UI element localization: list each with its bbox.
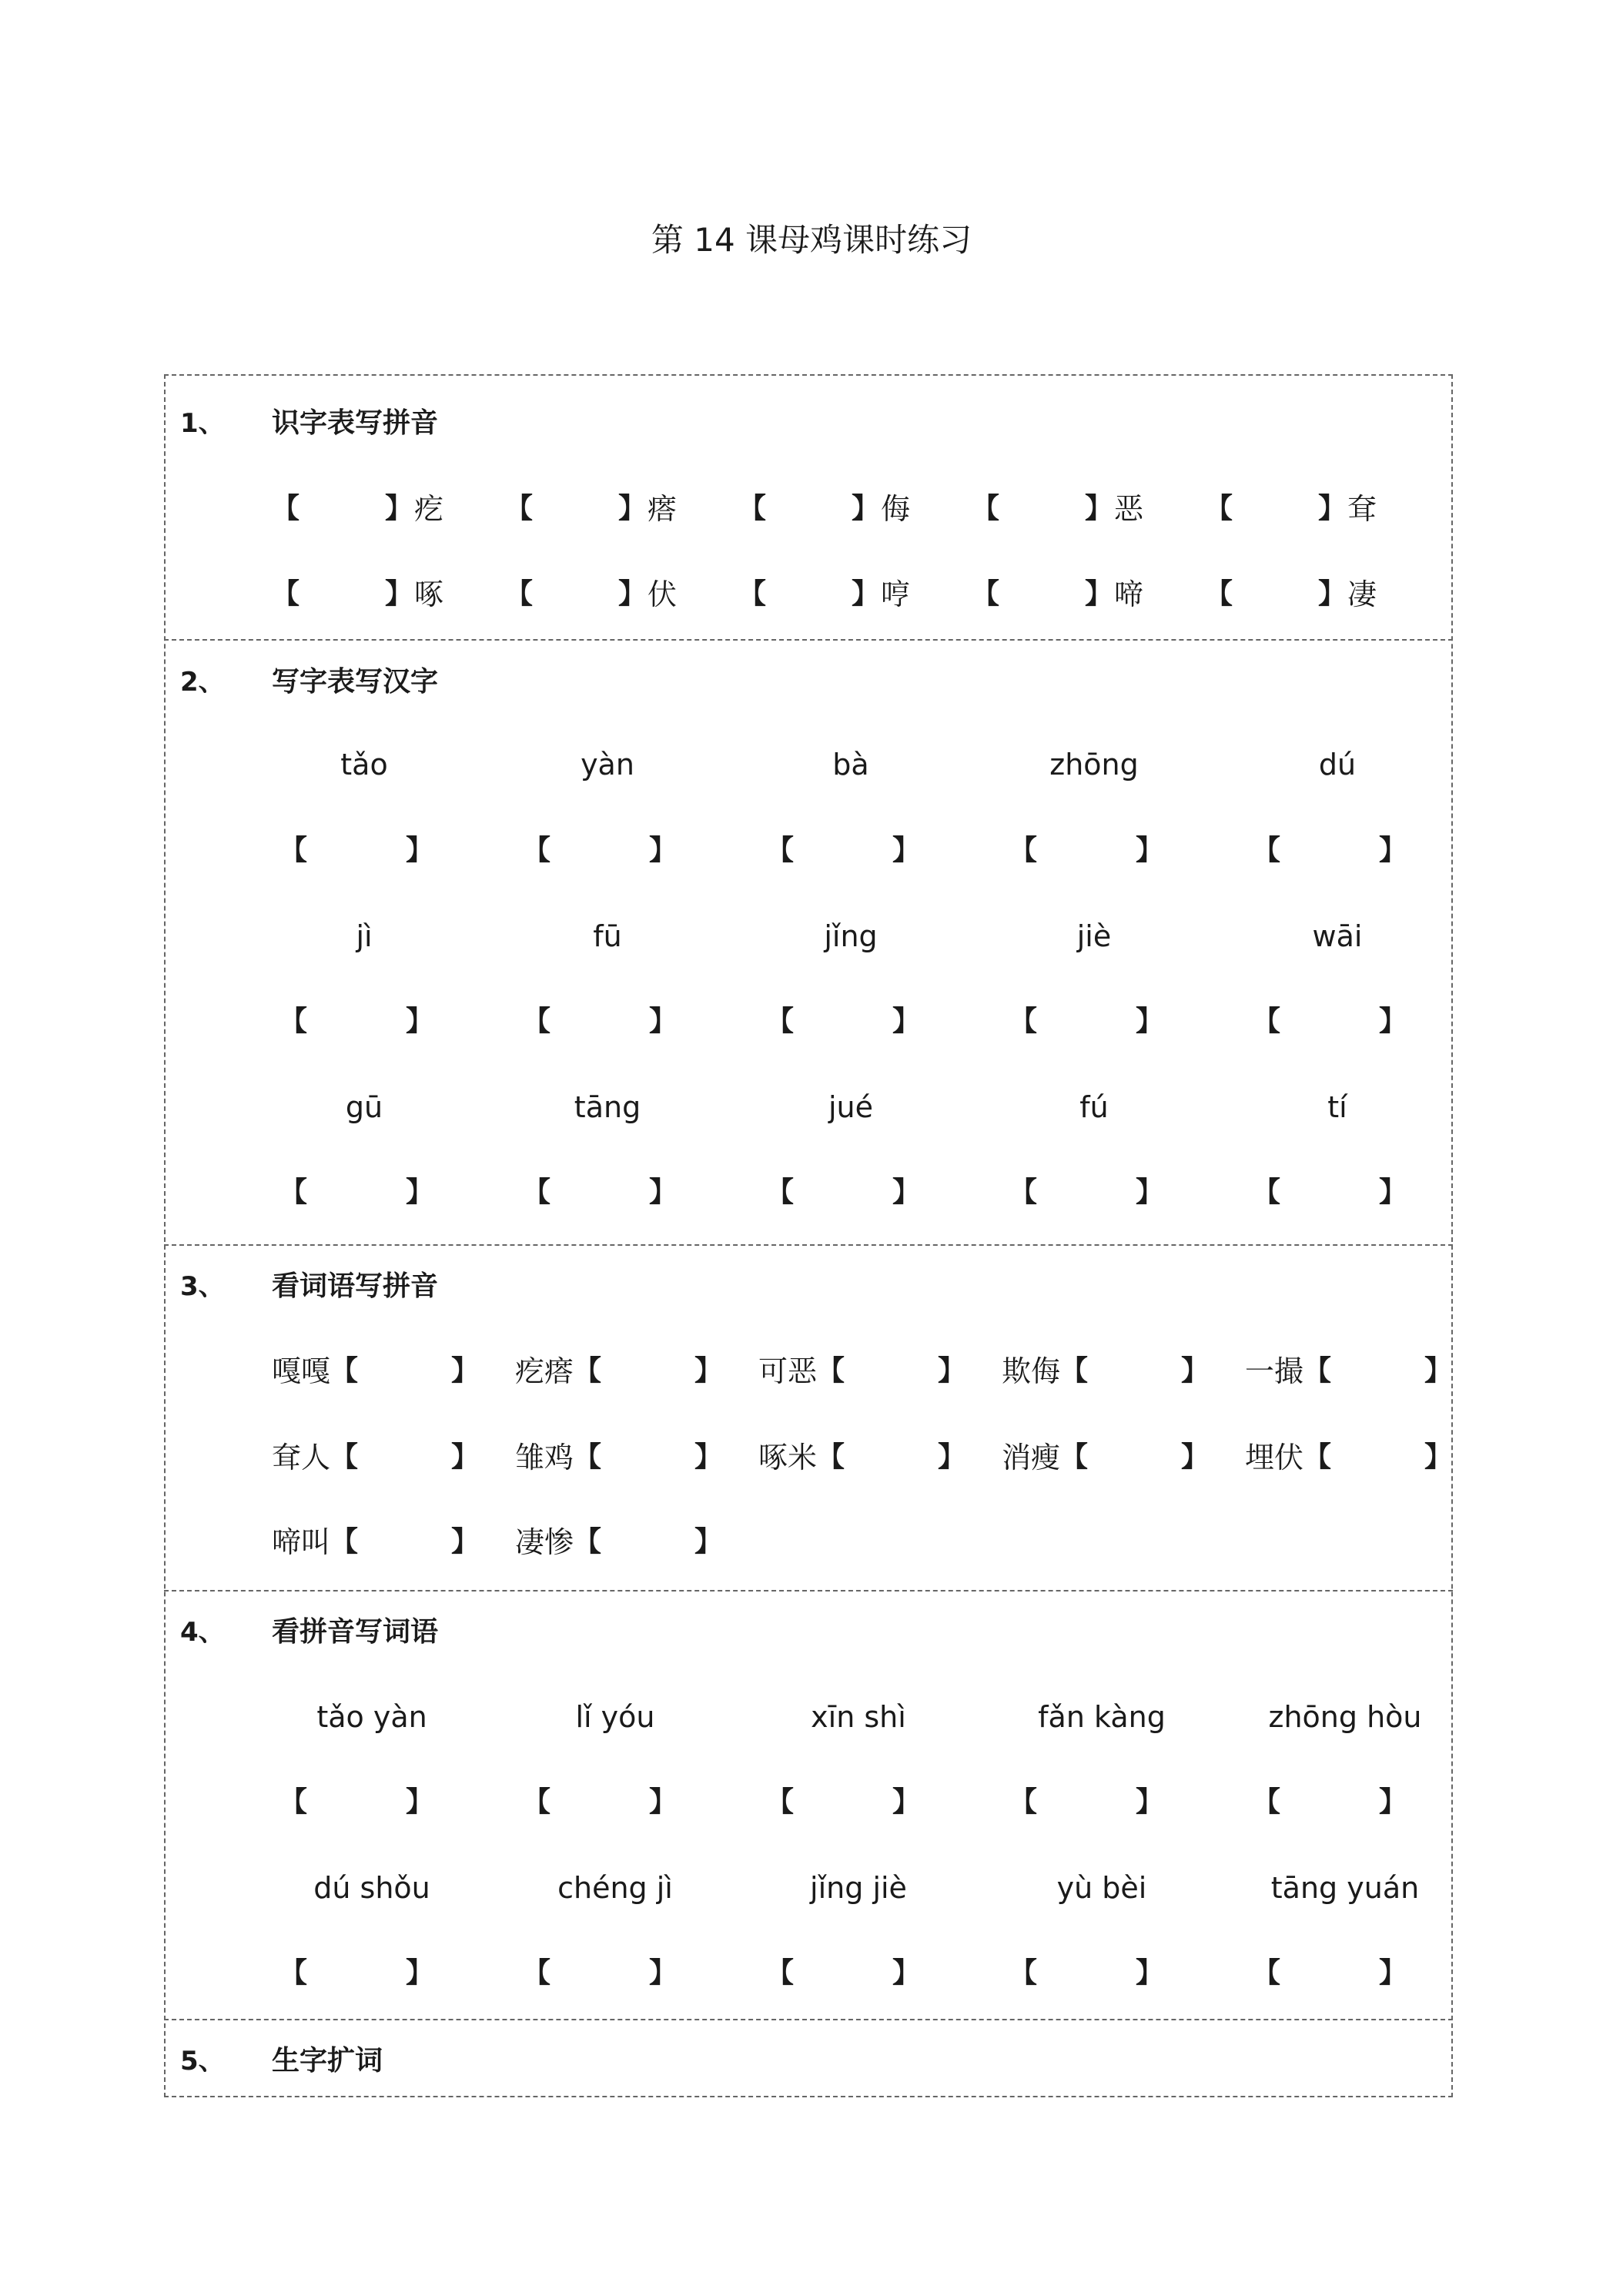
bracket-right: 】 — [1181, 1441, 1210, 1473]
s4-pinyin: chéng jì — [557, 1871, 673, 1905]
s2-pinyin: zhōng — [1049, 748, 1139, 782]
bracket-left: 【 — [272, 578, 300, 610]
answer-blank[interactable] — [523, 1171, 678, 1214]
s4-answer-row — [272, 1781, 1442, 1824]
answer-blank[interactable] — [1253, 1171, 1407, 1214]
bracket-left: 【 — [330, 1355, 359, 1387]
bracket-left: 【 — [1253, 1957, 1281, 1989]
bracket-left: 【 — [1009, 1957, 1038, 1989]
answer-blank[interactable] — [766, 1952, 921, 1995]
answer-blank[interactable] — [766, 1171, 921, 1214]
bracket-right: 】 — [649, 1957, 678, 1989]
s4-pinyin: fǎn kàng — [1038, 1700, 1166, 1734]
s2-pinyin: tí — [1327, 1090, 1347, 1124]
answer-blank[interactable] — [1253, 1781, 1407, 1824]
section-5-title: 生字扩词 — [272, 2045, 383, 2077]
s3-word: 一撮 — [1245, 1354, 1304, 1388]
bracket-left: 【 — [1303, 1441, 1332, 1473]
answer-blank[interactable] — [1009, 1171, 1164, 1214]
s3-row — [272, 1436, 1453, 1479]
bracket-right: 】 — [1379, 1957, 1407, 1989]
s1-character: 啄 — [414, 577, 444, 611]
bracket-right: 】 — [649, 1006, 678, 1037]
bracket-right: 】 — [406, 835, 434, 866]
answer-blank[interactable] — [523, 1781, 678, 1824]
bracket-left: 【 — [279, 1176, 308, 1208]
bracket-right: 】 — [406, 1786, 434, 1818]
section-divider — [164, 2019, 1453, 2020]
bracket-right: 】 — [1085, 493, 1113, 524]
bracket-right: 】 — [406, 1176, 434, 1208]
bracket-right: 】 — [1379, 1786, 1407, 1818]
s4-pinyin: zhōng hòu — [1268, 1700, 1422, 1734]
section-2-number: 2、 — [180, 667, 225, 698]
s3-word: 雏鸡 — [515, 1441, 574, 1474]
answer-blank[interactable] — [766, 829, 921, 872]
bracket-left: 【 — [1253, 1006, 1281, 1037]
s1-character: 恶 — [1114, 492, 1144, 526]
bracket-left: 【 — [817, 1355, 845, 1387]
section-3-title: 看词语写拼音 — [272, 1270, 439, 1302]
section-divider — [164, 639, 1453, 641]
bracket-right: 】 — [649, 835, 678, 866]
s2-pinyin: jǐng — [824, 919, 878, 953]
s3-word: 疙瘩 — [515, 1354, 574, 1388]
bracket-left: 【 — [1009, 1176, 1038, 1208]
bracket-left: 【 — [1009, 1006, 1038, 1037]
s4-answer-row — [272, 1952, 1442, 1995]
bracket-left: 【 — [766, 1176, 795, 1208]
exercise-box — [164, 374, 1453, 2097]
s4-pinyin-row — [272, 1695, 1442, 1739]
s2-pinyin: fū — [593, 919, 622, 953]
bracket-left: 【 — [330, 1526, 359, 1558]
s4-pinyin-row — [272, 1866, 1442, 1909]
bracket-left: 【 — [1253, 1176, 1281, 1208]
bracket-right: 】 — [1136, 1786, 1164, 1818]
bracket-left: 【 — [817, 1441, 845, 1473]
answer-blank[interactable] — [523, 1000, 678, 1043]
s2-pinyin-row — [272, 743, 1442, 786]
s3-word: 凄惨 — [515, 1525, 574, 1559]
s1-character: 伏 — [648, 577, 678, 611]
bracket-right: 】 — [938, 1355, 966, 1387]
s2-answer-row — [272, 829, 1442, 872]
answer-blank[interactable] — [1009, 829, 1164, 872]
s3-row — [272, 1350, 1453, 1393]
s2-pinyin: yàn — [581, 748, 634, 782]
s2-pinyin-row — [272, 1086, 1442, 1129]
bracket-left: 【 — [272, 493, 300, 524]
bracket-right: 】 — [694, 1526, 723, 1558]
bracket-left: 【 — [1205, 493, 1233, 524]
bracket-left: 【 — [574, 1355, 602, 1387]
s1-character: 瘩 — [648, 492, 678, 526]
answer-blank[interactable] — [279, 1000, 434, 1043]
s2-pinyin: dú — [1318, 748, 1357, 782]
bracket-right: 】 — [649, 1786, 678, 1818]
bracket-right: 】 — [406, 1006, 434, 1037]
s2-answer-row — [272, 1171, 1442, 1214]
s3-word: 嘎嘎 — [272, 1354, 331, 1388]
answer-blank[interactable] — [766, 1000, 921, 1043]
section-3-number: 3、 — [180, 1271, 225, 1302]
answer-blank[interactable] — [279, 1781, 434, 1824]
bracket-left: 【 — [574, 1526, 602, 1558]
bracket-left: 【 — [505, 493, 534, 524]
bracket-left: 【 — [1060, 1441, 1089, 1473]
bracket-left: 【 — [574, 1441, 602, 1473]
bracket-right: 】 — [1136, 1957, 1164, 1989]
bracket-left: 【 — [523, 835, 551, 866]
s1-character: 耷 — [1347, 492, 1377, 526]
s4-pinyin: dú shǒu — [313, 1871, 430, 1905]
bracket-right: 】 — [1085, 578, 1113, 610]
s2-pinyin: jì — [356, 919, 373, 953]
s1-character: 凄 — [1347, 577, 1377, 611]
bracket-left: 【 — [766, 1957, 795, 1989]
s1-character: 疙 — [414, 492, 444, 526]
bracket-right: 】 — [892, 1957, 921, 1989]
answer-blank[interactable] — [279, 829, 434, 872]
bracket-right: 】 — [1318, 578, 1347, 610]
s4-pinyin: tǎo yàn — [316, 1700, 427, 1734]
answer-blank[interactable] — [523, 1952, 678, 1995]
bracket-left: 【 — [505, 578, 534, 610]
bracket-right: 】 — [1379, 835, 1407, 866]
bracket-left: 【 — [1009, 835, 1038, 866]
bracket-left: 【 — [1060, 1355, 1089, 1387]
s2-pinyin: tāng — [574, 1090, 641, 1124]
bracket-right: 】 — [892, 1176, 921, 1208]
s3-word: 耷人 — [272, 1441, 331, 1474]
section-4-number: 4、 — [180, 1617, 225, 1648]
bracket-right: 】 — [451, 1526, 480, 1558]
bracket-left: 【 — [523, 1176, 551, 1208]
s3-word: 啼叫 — [272, 1525, 331, 1559]
section-2-title: 写字表写汉字 — [272, 666, 439, 698]
bracket-left: 【 — [1205, 578, 1233, 610]
answer-blank[interactable] — [279, 1171, 434, 1214]
bracket-left: 【 — [523, 1957, 551, 1989]
bracket-right: 】 — [892, 1006, 921, 1037]
s2-pinyin: fú — [1079, 1090, 1109, 1124]
s3-word: 埋伏 — [1245, 1441, 1304, 1474]
bracket-right: 】 — [618, 578, 647, 610]
bracket-left: 【 — [1253, 1786, 1281, 1818]
bracket-right: 】 — [694, 1355, 723, 1387]
bracket-right: 】 — [649, 1176, 678, 1208]
s2-pinyin: jiè — [1076, 919, 1112, 953]
bracket-right: 】 — [451, 1355, 480, 1387]
bracket-right: 】 — [1379, 1176, 1407, 1208]
bracket-left: 【 — [279, 835, 308, 866]
bracket-left: 【 — [279, 1786, 308, 1818]
s3-word: 消瘦 — [1002, 1441, 1061, 1474]
bracket-left: 【 — [766, 1006, 795, 1037]
s3-row — [272, 1521, 1442, 1564]
s1-character: 侮 — [881, 492, 911, 526]
bracket-left: 【 — [972, 578, 1000, 610]
section-divider — [164, 1590, 1453, 1591]
bracket-right: 】 — [938, 1441, 966, 1473]
bracket-right: 】 — [385, 493, 413, 524]
s1-row — [272, 487, 1442, 530]
bracket-right: 】 — [618, 493, 647, 524]
answer-blank[interactable] — [1253, 1952, 1407, 1995]
section-5-number: 5、 — [180, 2046, 225, 2077]
bracket-left: 【 — [972, 493, 1000, 524]
bracket-right: 】 — [1136, 1006, 1164, 1037]
s2-pinyin: bà — [832, 748, 869, 782]
section-divider — [164, 1244, 1453, 1246]
bracket-left: 【 — [738, 493, 767, 524]
bracket-left: 【 — [766, 1786, 795, 1818]
page-title: 第 14 课母鸡课时练习 — [651, 221, 972, 259]
s2-pinyin: tǎo — [340, 748, 388, 782]
s2-pinyin-row — [272, 915, 1442, 958]
s2-pinyin: gū — [345, 1090, 383, 1124]
section-1-title: 识字表写拼音 — [272, 407, 439, 439]
bracket-right: 】 — [1318, 493, 1347, 524]
bracket-right: 】 — [385, 578, 413, 610]
bracket-right: 】 — [1424, 1355, 1453, 1387]
s1-character: 哼 — [881, 577, 911, 611]
bracket-right: 】 — [406, 1957, 434, 1989]
bracket-right: 】 — [451, 1441, 480, 1473]
bracket-right: 】 — [1181, 1355, 1210, 1387]
bracket-left: 【 — [279, 1006, 308, 1037]
s3-word: 欺侮 — [1002, 1354, 1061, 1388]
s2-answer-row — [272, 1000, 1442, 1043]
answer-blank[interactable] — [1253, 829, 1407, 872]
answer-blank[interactable] — [1009, 1000, 1164, 1043]
s3-word: 可恶 — [758, 1354, 818, 1388]
bracket-left: 【 — [279, 1957, 308, 1989]
s1-character: 啼 — [1114, 577, 1144, 611]
answer-blank[interactable] — [279, 1952, 434, 1995]
s4-pinyin: yù bèi — [1056, 1871, 1147, 1905]
bracket-right: 】 — [694, 1441, 723, 1473]
bracket-left: 【 — [1009, 1786, 1038, 1818]
bracket-left: 【 — [523, 1006, 551, 1037]
bracket-right: 】 — [892, 1786, 921, 1818]
s2-pinyin: wāi — [1312, 919, 1363, 953]
bracket-right: 】 — [1136, 1176, 1164, 1208]
answer-blank[interactable] — [766, 1781, 921, 1824]
bracket-right: 】 — [892, 835, 921, 866]
bracket-left: 【 — [523, 1786, 551, 1818]
s4-pinyin: lǐ yóu — [575, 1700, 655, 1734]
bracket-right: 】 — [1424, 1441, 1453, 1473]
bracket-left: 【 — [738, 578, 767, 610]
bracket-right: 】 — [852, 578, 880, 610]
s1-row — [272, 573, 1442, 616]
section-4-title: 看拼音写词语 — [272, 1616, 439, 1648]
s4-pinyin: tāng yuán — [1270, 1871, 1420, 1905]
s3-word: 啄米 — [758, 1441, 818, 1474]
bracket-left: 【 — [1253, 835, 1281, 866]
bracket-right: 】 — [852, 493, 880, 524]
bracket-left: 【 — [330, 1441, 359, 1473]
answer-blank[interactable] — [1253, 1000, 1407, 1043]
section-1-number: 1、 — [180, 408, 225, 439]
s2-pinyin: jué — [828, 1090, 874, 1124]
answer-blank[interactable] — [1009, 1952, 1164, 1995]
bracket-right: 】 — [1136, 835, 1164, 866]
answer-blank[interactable] — [1009, 1781, 1164, 1824]
bracket-left: 【 — [1303, 1355, 1332, 1387]
bracket-left: 【 — [766, 835, 795, 866]
bracket-right: 】 — [1379, 1006, 1407, 1037]
s4-pinyin: jǐng jiè — [810, 1871, 907, 1905]
s4-pinyin: xīn shì — [811, 1700, 906, 1734]
answer-blank[interactable] — [523, 829, 678, 872]
